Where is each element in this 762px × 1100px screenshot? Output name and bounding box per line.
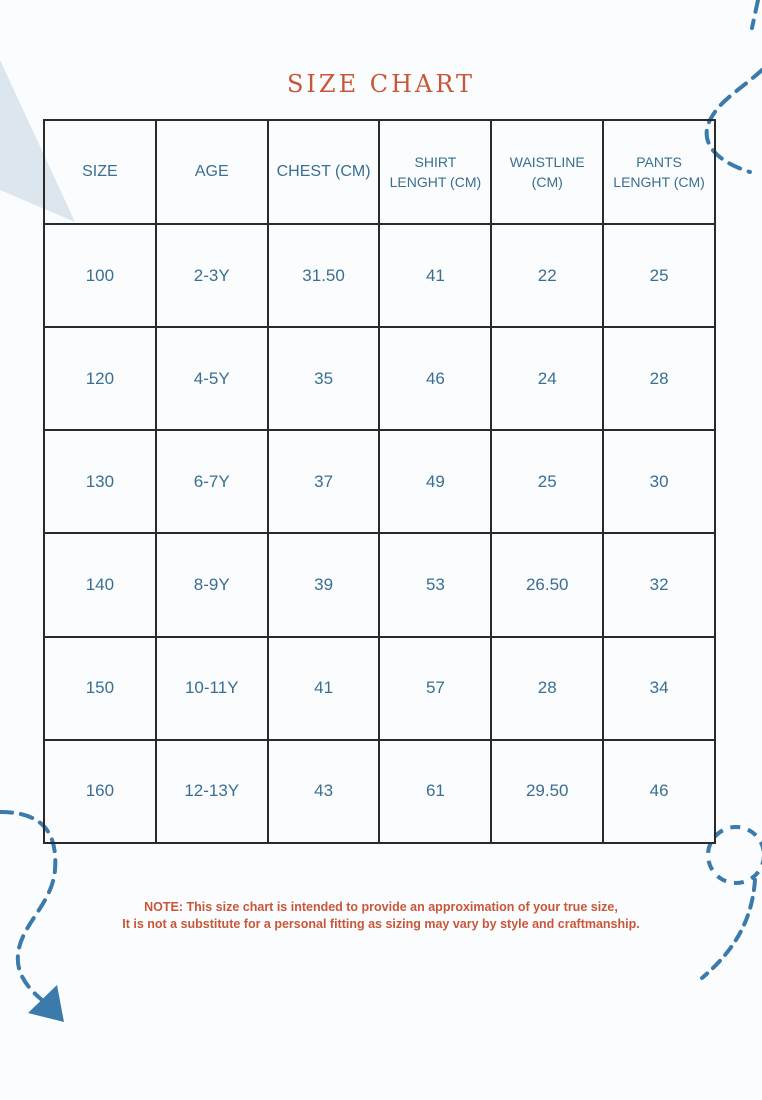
cell-age: 12-13Y [156,740,268,843]
table-row [44,224,715,327]
arrowhead-icon [28,985,64,1022]
header-age: AGE [156,120,268,224]
cell-pants-length: 46 [603,740,715,843]
header-size: SIZE [44,120,156,224]
table-row [44,533,715,636]
cell-age: 8-9Y [156,533,268,636]
cell-chest: 37 [268,430,380,533]
cell-chest: 31.50 [268,224,380,327]
cell-chest: 35 [268,327,380,430]
cell-shirt-length: 61 [379,740,491,843]
table-row [44,637,715,740]
cell-size: 120 [44,327,156,430]
table-row [44,430,715,533]
cell-size: 130 [44,430,156,533]
cell-waistline: 26.50 [491,533,603,636]
header-waistline: WAISTLINE (CM) [491,120,603,224]
table-row [44,740,715,843]
note-line-2: It is not a substitute for a personal fitting as sizing may vary by style and craftmanship. [122,917,640,931]
cell-pants-length: 32 [603,533,715,636]
cell-chest: 43 [268,740,380,843]
cell-age: 10-11Y [156,637,268,740]
cell-chest: 41 [268,637,380,740]
cell-shirt-length: 49 [379,430,491,533]
cell-size: 160 [44,740,156,843]
cell-shirt-length: 41 [379,224,491,327]
table-row [44,327,715,430]
cell-pants-length: 28 [603,327,715,430]
cell-waistline: 22 [491,224,603,327]
cell-pants-length: 30 [603,430,715,533]
header-pants-length: PANTS LENGHT (CM) [603,120,715,224]
cell-waistline: 25 [491,430,603,533]
cell-size: 150 [44,637,156,740]
table-header-row [44,120,715,224]
cell-pants-length: 34 [603,637,715,740]
cell-shirt-length: 53 [379,533,491,636]
cell-pants-length: 25 [603,224,715,327]
header-chest: CHEST (CM) [268,120,380,224]
cell-shirt-length: 46 [379,327,491,430]
cell-age: 4-5Y [156,327,268,430]
cell-size: 100 [44,224,156,327]
cell-shirt-length: 57 [379,637,491,740]
cell-waistline: 29.50 [491,740,603,843]
cell-age: 6-7Y [156,430,268,533]
cell-waistline: 24 [491,327,603,430]
cell-size: 140 [44,533,156,636]
note-line-1: NOTE: This size chart is intended to provide an approximation of your true size, [144,900,618,914]
cell-age: 2-3Y [156,224,268,327]
page-title: SIZE CHART [286,70,476,98]
sizing-note [0,899,762,933]
cell-chest: 39 [268,533,380,636]
cell-waistline: 28 [491,637,603,740]
size-chart-table [43,119,716,844]
dashed-circle-decoration [708,827,762,883]
header-shirt-length: SHIRT LENGHT (CM) [379,120,491,224]
